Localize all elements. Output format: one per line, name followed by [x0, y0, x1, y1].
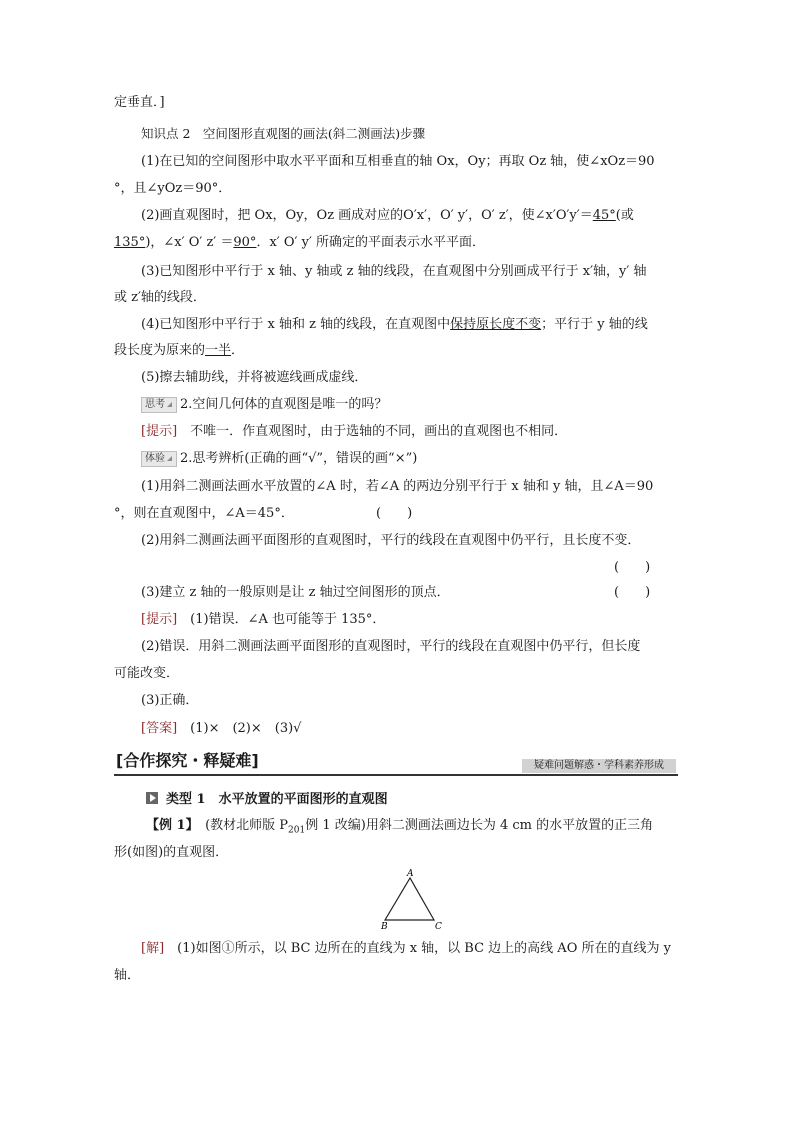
- text-line: 135°)，∠x′ O′ z′ ＝90°．x′ O′ y′ 所确定的平面表示水平平面．: [114, 235, 486, 250]
- answer-paren: ( ): [376, 506, 413, 521]
- text-line: 轴．: [114, 968, 141, 983]
- example-line: 【例 1】 (教材北师版 $P_{201}$例 1 改编)用斜二测画法画边长为 4 cm 的水平放置的正三角: [146, 818, 654, 836]
- text-line: 形(如图)的直观图．: [114, 845, 229, 860]
- answer-blank: 45°: [592, 208, 616, 223]
- text-line: (3)建立 z 轴的一般原则是让 z 轴过空间图形的顶点．: [141, 585, 450, 600]
- think-line: 思考 2.空间几何体的直观图是唯一的吗？: [141, 396, 387, 414]
- vertex-label-a: A: [407, 869, 414, 879]
- type-heading: 类型 1 水平放置的平面图形的直观图: [146, 791, 388, 809]
- text-line: °，且∠yOz＝90°．: [114, 181, 232, 196]
- corner-icon: [167, 402, 172, 407]
- solution-line: [解] (1)如图①所示，以 BC 边所在的直线为 x 轴，以 BC 边上的高线 AO 所在的直线为 y: [141, 941, 671, 956]
- triangle-figure: [374, 866, 450, 932]
- think-badge: 思考: [141, 397, 177, 413]
- experience-line: 体验 2.思考辨析(正确的画“√”，错误的画“×”): [141, 450, 417, 468]
- section-divider: [114, 774, 678, 776]
- answer-line: [答案] (1)× (2)× (3)√: [141, 721, 302, 736]
- text-line: (2)错误．用斜二测画法画平面图形的直观图时，平行的线段在直观图中仍平行，但长度: [141, 639, 641, 654]
- knowledge-point-title: 知识点 2 空间图形直观图的画法(斜二测画法)步骤: [141, 126, 426, 141]
- answer-paren: ( ): [614, 585, 651, 600]
- text-line: (4)已知图形中平行于 x 轴和 z 轴的线段，在直观图中保持原长度不变；平行于 y 轴的线: [141, 317, 648, 332]
- experience-badge: 体验: [141, 451, 177, 467]
- text-line: 段长度为原来的一半．: [114, 343, 245, 358]
- text-line: (2)用斜二测画法画平面图形的直观图时，平行的线段在直观图中仍平行，且长度不变．: [141, 533, 641, 548]
- example-tag: 【例 1】: [146, 818, 193, 833]
- text-line: °，则在直观图中，∠A＝45°．: [114, 506, 294, 521]
- text-line: (3)正确．: [141, 693, 199, 708]
- answer-blank: 135°: [114, 235, 146, 250]
- answer-blank: 一半: [205, 343, 232, 358]
- section-title: [合作探究・释疑难]: [116, 751, 259, 770]
- section-subtitle-label: 疑难问题解惑・学科素养形成: [522, 759, 676, 773]
- hint-line: [提示] (1)错误．∠A 也可能等于 135°．: [141, 612, 386, 627]
- vertex-label-b: B: [381, 922, 388, 932]
- answer-tag: [答案]: [141, 721, 178, 736]
- play-icon: [146, 792, 158, 804]
- answer-paren: ( ): [614, 560, 651, 575]
- text-line: (1)用斜二测画法画水平放置的∠A 时，若∠A 的两边分别平行于 x 轴和 y 轴，且∠A＝90: [141, 479, 654, 494]
- text-line: (1)在已知的空间图形中取水平平面和互相垂直的轴 Ox，Oy；再取 Oz 轴，使∠xOz＝90: [141, 154, 655, 169]
- triangle-shape: [385, 878, 434, 920]
- answer-blank: 90°: [233, 235, 257, 250]
- corner-icon: [167, 456, 172, 461]
- text-line: 或 z′轴的线段．: [114, 290, 206, 305]
- answer-blank: 保持原长度不变: [450, 317, 542, 332]
- vertex-label-c: C: [435, 922, 442, 932]
- hint-tag: [提示]: [141, 612, 178, 627]
- text-line: 可能改变．: [114, 666, 180, 681]
- text-line: 定垂直．]: [114, 95, 165, 110]
- text-line: (5)擦去辅助线，并将被遮线画成虚线．: [141, 370, 368, 385]
- hint-tag: [提示]: [141, 424, 178, 439]
- hint-line: [提示] 不唯一．作直观图时，由于选轴的不同，画出的直观图也不相同．: [141, 424, 568, 439]
- text-line: (3)已知图形中平行于 x 轴、y 轴或 z 轴的线段，在直观图中分别画成平行于 x′轴，y′ 轴: [141, 264, 647, 279]
- solution-tag: [解]: [141, 941, 165, 956]
- text-line: (2)画直观图时，把 Ox，Oy，Oz 画成对应的O′x′，O′ y′，O′ z′，使∠x′O′y′＝45°(或: [141, 208, 634, 223]
